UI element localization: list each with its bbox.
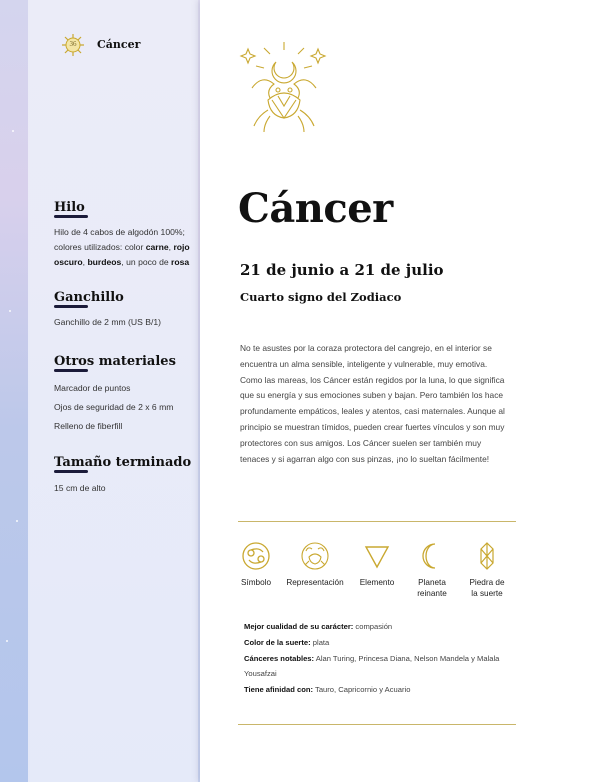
tamano-description: 15 cm de alto xyxy=(54,483,106,493)
symbol-item xyxy=(347,541,407,588)
sparkle xyxy=(12,130,14,132)
divider xyxy=(238,521,516,522)
page-title: Cáncer xyxy=(238,185,393,232)
symbol-label: Planeta reinante xyxy=(417,578,447,598)
fact-item: Mejor cualidad de su carácter: compasión xyxy=(244,622,393,631)
cancer-glyph-icon xyxy=(241,541,271,571)
crab-icon xyxy=(300,541,330,571)
water-triangle-icon xyxy=(362,541,392,571)
divider xyxy=(238,724,516,725)
section-title-otros-materiales: Otros materiales xyxy=(54,354,176,369)
running-header-title: Cáncer xyxy=(97,38,141,51)
list-item: Marcador de puntos xyxy=(54,383,131,393)
description-paragraph: No te asustes por la coraza protectora del cangrejo, en el interior se encuentra un alma sensible, inteligente y vulnerable, muy emotiva. Como las mareas, los Cáncer están regidos por la luna, lo que significa que su energía y sus emociones suben y bajan. Pero también los hace profundamente empáticos, leales y atentos, casi maternales. Aunque al principio se muestran tímidos, pueden crear fuertes vínculos y son muy protectores con sus amigos. Los Cáncer suelen ser también muy tenaces y si agarran algo con sus pinzas, ¡no lo sueltan fácilmente! xyxy=(240,343,505,464)
sign-subtitle: Cuarto signo del Zodiaco xyxy=(240,290,402,304)
sparkle xyxy=(6,640,8,642)
sparkle xyxy=(16,520,18,522)
ganchillo-description: Ganchillo de 2 mm (US B/1) xyxy=(54,317,161,327)
symbol-label: Elemento xyxy=(359,578,395,587)
fact-item: Cánceres notables: Alan Turing, Princesa Diana, Nelson Mandela y Malala Yousafzai xyxy=(244,653,500,679)
section-title-ganchillo: Ganchillo xyxy=(54,290,124,305)
section-title-tamano: Tamaño terminado xyxy=(54,455,192,470)
list-item: Ojos de seguridad de 2 x 6 mm xyxy=(54,402,174,412)
facts-list xyxy=(244,619,514,698)
symbol-item xyxy=(402,541,462,599)
cancer-emblem-icon xyxy=(234,40,334,136)
list-item: Relleno de fiberfill xyxy=(54,421,123,431)
fact-item: Color de la suerte: plata xyxy=(244,637,330,647)
sidebar-edge xyxy=(0,0,30,782)
symbols-row xyxy=(238,541,516,611)
crystal-icon xyxy=(472,541,502,571)
symbol-item xyxy=(457,541,517,599)
symbol-label: Símbolo xyxy=(240,578,272,587)
symbol-label: Piedra de la suerte xyxy=(469,578,505,598)
symbol-item xyxy=(226,541,286,588)
symbol-label: Representación xyxy=(286,578,344,587)
fact-item: Tiene afinidad con: Tauro, Capricornio y Acuario xyxy=(244,685,411,695)
symbol-item xyxy=(285,541,345,588)
otros-materiales-list xyxy=(54,379,194,436)
page-number: 36 xyxy=(69,40,77,48)
hilo-description: Hilo de 4 cabos de algodón 100%; colores utilizados: color carne, rojo oscuro, burdeos, un poco de rosa xyxy=(54,227,190,267)
section-title-hilo: Hilo xyxy=(54,200,85,215)
sparkle xyxy=(9,310,11,312)
moon-icon xyxy=(417,541,447,571)
date-range: 21 de junio a 21 de julio xyxy=(240,261,444,279)
